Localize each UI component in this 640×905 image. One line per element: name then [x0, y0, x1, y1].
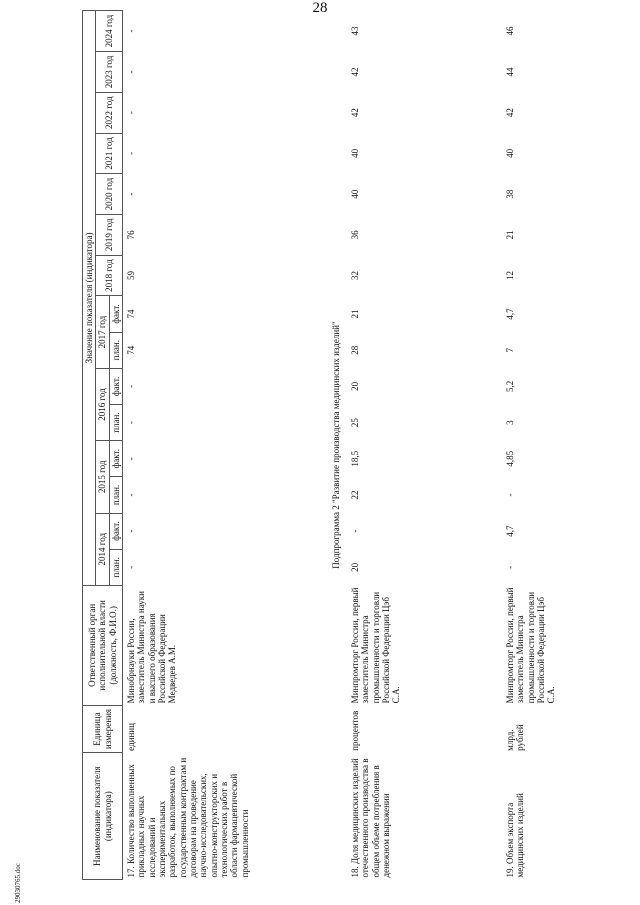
value-cell: -	[126, 421, 137, 425]
value-cell: -	[126, 529, 137, 533]
value-cell: 42	[504, 108, 515, 118]
subprogram-title: Подпрограмма 2 "Развитие производства медицинских изделий"	[330, 321, 341, 569]
document-id: 29030765.doc	[14, 863, 22, 903]
value-cell: 21	[504, 230, 515, 240]
row-number: 19.	[504, 866, 515, 878]
header-plan: план.	[109, 549, 122, 585]
header-2023: 2023 год	[96, 52, 123, 93]
value-cell: 40	[349, 148, 360, 158]
value-cell: 38	[504, 189, 515, 199]
value-cell: 43	[349, 26, 360, 36]
header-plan: план.	[109, 332, 122, 368]
header-2019: 2019 год	[96, 214, 123, 255]
indicator-responsible: Минпромторг России, первый заместитель Министра промышленности и торговли Российской Федерации Цэб С.А.	[504, 587, 557, 704]
value-cell: -	[126, 111, 137, 115]
subprogram-row	[323, 11, 347, 880]
header-values: Значение показателя (индикатора)	[83, 11, 96, 586]
indicator-unit: млрд. рублей	[504, 724, 526, 751]
value-cell: 4,85	[504, 450, 515, 467]
value-cell: 21	[349, 309, 360, 319]
value-cell: -	[126, 29, 137, 33]
value-cell: -	[349, 529, 360, 533]
value-cell: 76	[126, 230, 137, 240]
indicator-name	[347, 753, 502, 880]
value-cell: -	[126, 384, 137, 388]
header-plan: план.	[109, 477, 122, 513]
value-cell: 4,7	[504, 525, 515, 537]
header-2024: 2024 год	[96, 11, 123, 52]
indicator-unit: единиц	[126, 723, 137, 751]
page-number: 28	[312, 0, 328, 16]
header-2016: 2016 год	[96, 368, 109, 440]
header-fact: факт.	[109, 368, 122, 404]
value-cell: 3	[504, 420, 515, 425]
value-cell: 74	[126, 309, 137, 319]
header-fact: факт.	[109, 441, 122, 477]
value-cell: -	[126, 493, 137, 497]
header-2015: 2015 год	[96, 441, 109, 513]
header-2020: 2020 год	[96, 174, 123, 215]
value-cell: 20	[349, 381, 360, 391]
value-cell: 18,5	[349, 450, 360, 467]
table-row	[123, 11, 323, 880]
value-cell: 7	[504, 347, 515, 353]
indicator-responsible: Минпромторг России, первый заместитель Министра промышленности и торговли Российской Федерации Цэб С.А.	[349, 587, 402, 704]
header-fact: факт.	[109, 296, 122, 332]
value-cell: 28	[349, 345, 360, 355]
header-2021: 2021 год	[96, 133, 123, 174]
indicator-name	[123, 753, 323, 880]
header-2018: 2018 год	[96, 255, 123, 296]
value-cell: 59	[126, 271, 137, 281]
value-cell: 32	[349, 271, 360, 281]
value-cell: 46	[504, 26, 515, 36]
value-cell: 25	[349, 418, 360, 428]
value-cell: 74	[126, 345, 137, 355]
value-cell: -	[504, 493, 515, 497]
value-cell: -	[126, 457, 137, 461]
indicator-responsible: Минобрнауки России, заместитель Министра науки и высшего образования Российской Федерации Медведев А.М.	[126, 591, 178, 704]
indicator-unit: процентов	[349, 710, 360, 751]
value-cell: 40	[504, 148, 515, 158]
value-cell: -	[126, 151, 137, 155]
header-2017: 2017 год	[96, 296, 109, 368]
value-cell: -	[126, 192, 137, 196]
header-unit: Единица измерения	[83, 705, 123, 753]
header-responsible: Ответственный орган исполнительной власти (должность, Ф.И.О.)	[83, 585, 123, 705]
rotated-table-wrapper	[82, 10, 610, 880]
header-fact: факт.	[109, 513, 122, 549]
value-cell: 5,2	[504, 380, 515, 392]
value-cell: 20	[349, 562, 360, 572]
value-cell: 42	[349, 67, 360, 77]
value-cell: 12	[504, 271, 515, 281]
value-cell: 44	[504, 67, 515, 77]
table-row	[347, 11, 502, 880]
value-cell: 40	[349, 189, 360, 199]
value-cell: 36	[349, 230, 360, 240]
header-2014: 2014 год	[96, 513, 109, 585]
header-2022: 2022 год	[96, 92, 123, 133]
indicator-name	[502, 753, 560, 880]
indicator-name-text: Объем экспорта медицинских изделий	[504, 793, 526, 878]
value-cell: 22	[349, 490, 360, 500]
indicator-name-text: Доля медицинских изделий отечественного производства в общем объеме потребления в денежном выражении	[349, 758, 391, 878]
indicator-name-text: Количество выполненных прикладных научных исследований и экспериментальных разработок, выполняемых по государственным контрактам и договорам на проведение научно-исследовательских, опытно-конструкторских и технологических работ в области фармацевтической промышленности	[126, 757, 250, 878]
row-number: 17.	[126, 866, 137, 878]
table-row	[502, 11, 560, 880]
header-plan: план.	[109, 404, 122, 440]
value-cell: 4,7	[504, 308, 515, 320]
value-cell: 42	[349, 108, 360, 118]
indicators-table	[82, 10, 560, 880]
header-name: Наименование показателя (индикатора)	[83, 753, 123, 880]
value-cell: -	[126, 565, 137, 569]
value-cell: -	[126, 70, 137, 74]
row-number: 18.	[349, 866, 360, 878]
value-cell: -	[504, 565, 515, 569]
